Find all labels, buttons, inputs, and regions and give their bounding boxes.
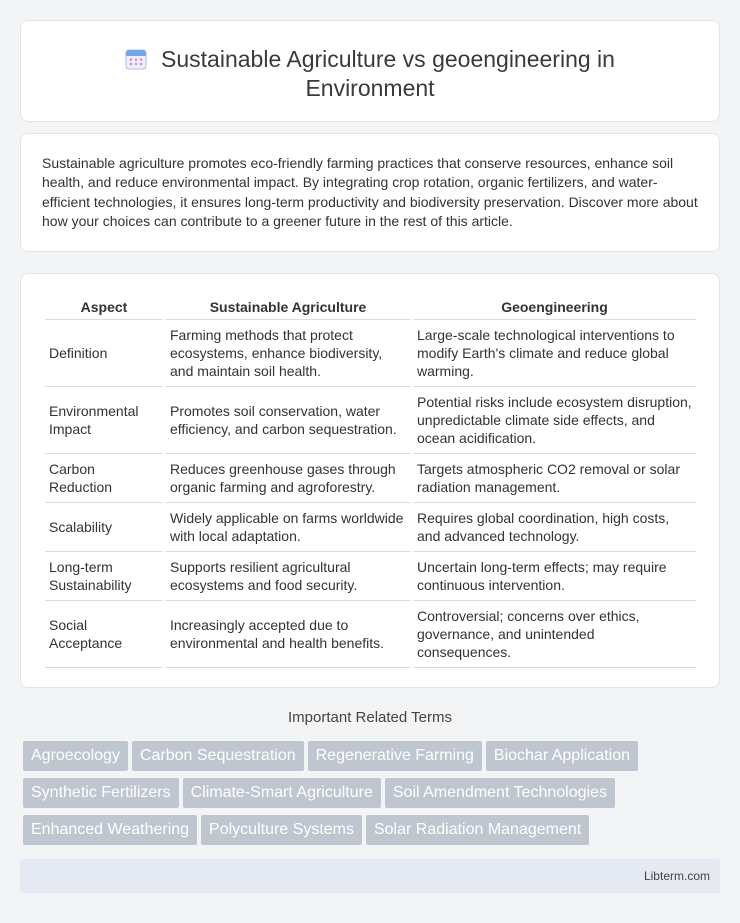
row-sustainable-agriculture: Farming methods that protect ecosystems, enhance biodiversity, and maintain soil health. [166, 320, 410, 387]
row-geoengineering: Requires global coordination, high costs, and advanced technology. [413, 503, 696, 552]
page-title [21, 45, 719, 103]
header-sustainable-agriculture: Sustainable Agriculture [166, 295, 410, 320]
term-tag[interactable]: Enhanced Weathering [23, 815, 197, 845]
row-aspect: Environmental Impact [45, 387, 163, 454]
related-terms-list [23, 741, 703, 852]
title-line-2: Environment [305, 75, 435, 101]
term-tag[interactable]: Synthetic Fertilizers [23, 778, 179, 808]
intro-card [20, 133, 720, 252]
related-terms-title: Important Related Terms [288, 709, 452, 726]
header-geoengineering: Geoengineering [413, 295, 696, 320]
row-sustainable-agriculture: Increasingly accepted due to environmental and health benefits. [166, 601, 410, 668]
row-geoengineering: Uncertain long-term effects; may require continuous intervention. [413, 552, 696, 601]
footer [20, 859, 720, 893]
table-row [45, 387, 696, 454]
table-row [45, 601, 696, 668]
term-tag[interactable]: Carbon Sequestration [132, 741, 304, 771]
term-tag[interactable]: Solar Radiation Management [366, 815, 589, 845]
row-aspect: Definition [45, 320, 163, 387]
table-row [45, 454, 696, 503]
header-aspect: Aspect [45, 295, 163, 320]
term-tag[interactable]: Polyculture Systems [201, 815, 362, 845]
row-aspect: Carbon Reduction [45, 454, 163, 503]
table-row [45, 503, 696, 552]
intro-paragraph: Sustainable agriculture promotes eco-friendly farming practices that conserve resources, enhance soil health, and reduce environmental impact. By integrating crop rotation, organic fertilizers, and water-efficient technologies, it ensures long-term productivity and biodiversity preservation. Discover more about how your choices can contribute to a greener future in the rest of this article. [42, 155, 698, 230]
term-tag[interactable]: Agroecology [23, 741, 128, 771]
row-aspect: Scalability [45, 503, 163, 552]
term-tag[interactable]: Climate-Smart Agriculture [183, 778, 381, 808]
term-tag[interactable]: Soil Amendment Technologies [385, 778, 615, 808]
term-tag[interactable]: Regenerative Farming [308, 741, 482, 771]
term-tag[interactable]: Biochar Application [486, 741, 638, 771]
row-sustainable-agriculture: Promotes soil conservation, water efficiency, and carbon sequestration. [166, 387, 410, 454]
row-aspect: Social Acceptance [45, 601, 163, 668]
row-geoengineering: Targets atmospheric CO2 removal or solar radiation management. [413, 454, 696, 503]
row-geoengineering: Controversial; concerns over ethics, governance, and unintended consequences. [413, 601, 696, 668]
table-row [45, 320, 696, 387]
row-geoengineering: Potential risks include ecosystem disruption, unpredictable climate side effects, and ocean acidification. [413, 387, 696, 454]
row-aspect: Long-term Sustainability [45, 552, 163, 601]
row-geoengineering: Large-scale technological interventions to modify Earth's climate and reduce global warming. [413, 320, 696, 387]
table-row [45, 552, 696, 601]
header-card [20, 20, 720, 122]
comparison-table [42, 295, 699, 668]
row-sustainable-agriculture: Widely applicable on farms worldwide with local adaptation. [166, 503, 410, 552]
calendar-icon [125, 48, 147, 70]
table-header-row [45, 295, 696, 320]
row-sustainable-agriculture: Supports resilient agricultural ecosystems and food security. [166, 552, 410, 601]
title-line-1: Sustainable Agriculture vs geoengineering in [161, 46, 615, 72]
comparison-card [20, 273, 720, 688]
footer-site-link[interactable]: Libterm.com [643, 869, 710, 883]
row-sustainable-agriculture: Reduces greenhouse gases through organic farming and agroforestry. [166, 454, 410, 503]
